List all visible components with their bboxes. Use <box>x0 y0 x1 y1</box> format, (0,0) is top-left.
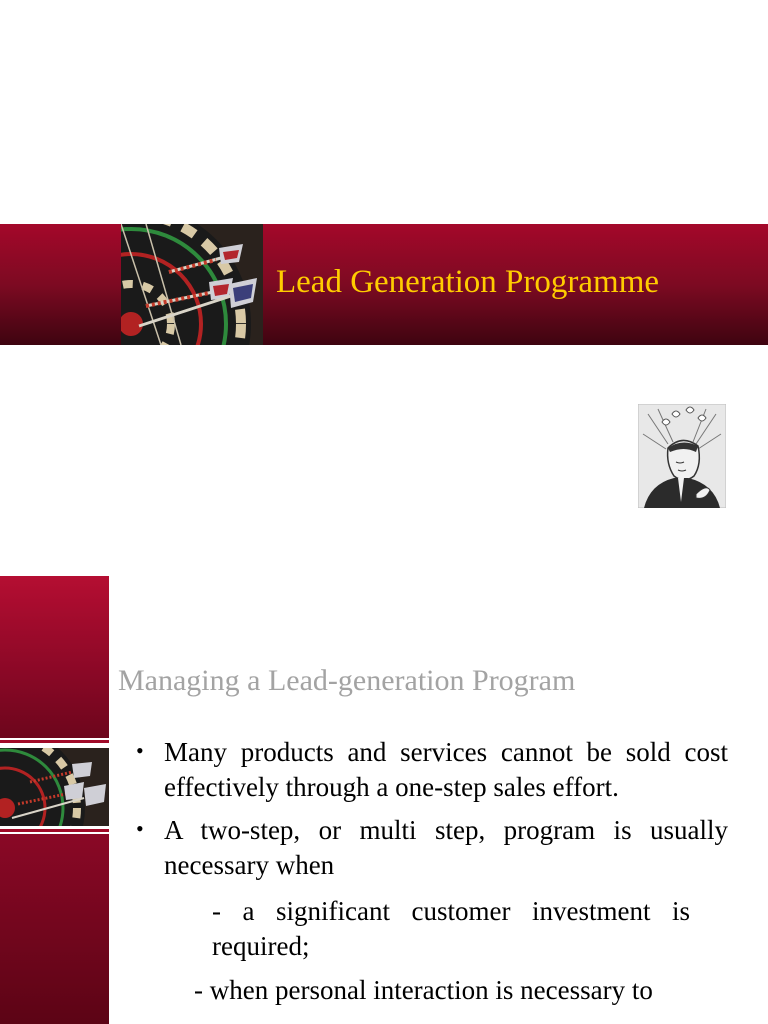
slide-subtitle: Managing a Lead-generation Program <box>118 664 576 697</box>
bullet-list <box>136 735 728 891</box>
sub-point: - when personal interaction is necessary to <box>194 975 653 1005</box>
sidebar-accent-bottom <box>0 834 109 1024</box>
darts-thumbnail <box>0 748 109 826</box>
bullet-marker: • <box>136 738 144 763</box>
sub-point: - a significant customer investment is required; <box>212 896 690 961</box>
bullet-text: A two-step, or multi step, program is usually necessary when <box>164 815 728 880</box>
bullet-marker: • <box>136 816 144 841</box>
slide-title: Lead Generation Programme <box>276 264 660 300</box>
sidebar-divider <box>0 829 109 832</box>
sidebar-accent-top <box>0 576 109 738</box>
thinking-man-clipart <box>638 404 726 508</box>
bullet-text: Many products and services cannot be sold cost effectively through a one-step sales effort. <box>164 737 728 802</box>
bullet-item <box>136 813 728 883</box>
sidebar-divider <box>0 740 109 743</box>
darts-photo <box>121 224 263 345</box>
bullet-item <box>136 735 728 805</box>
